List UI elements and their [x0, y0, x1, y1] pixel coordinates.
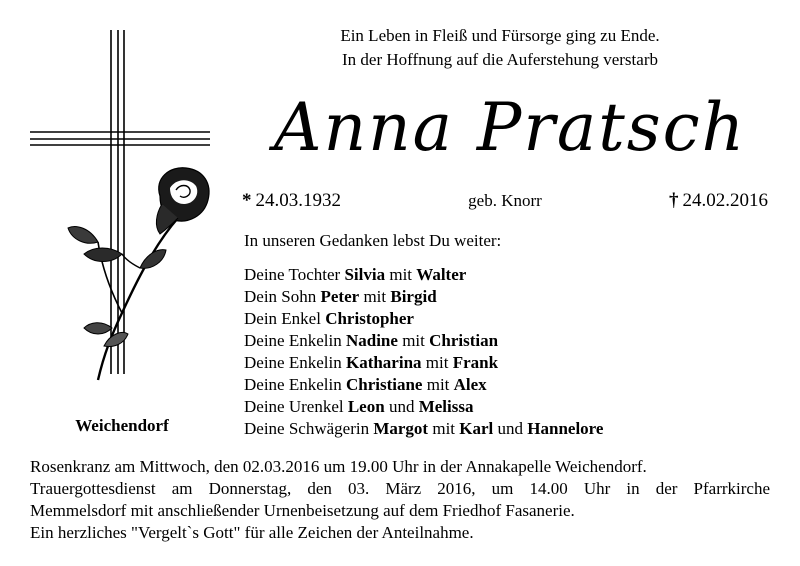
rose-icon: [68, 168, 209, 380]
survivor-row: [244, 330, 603, 352]
intro-line-2: In der Hoffnung auf die Auferstehung verstarb: [342, 50, 658, 69]
survivor-partner-name: Frank: [452, 353, 499, 372]
survivor-row: [244, 286, 603, 308]
cross-with-rose-illustration: [28, 28, 228, 408]
remembrance-line: In unseren Gedanken lebst Du weiter:: [244, 231, 502, 250]
survivor-conjunction: mit: [426, 375, 450, 394]
death-cross-icon: †: [669, 190, 679, 211]
birth-name: geb. Knorr: [468, 191, 542, 210]
survivor-conjunction-2: und: [497, 419, 524, 438]
survivor-partner-name: Karl: [459, 419, 494, 438]
death-date: 24.02.2016: [682, 190, 768, 211]
survivor-name: Silvia: [344, 265, 386, 284]
survivor-relation: Deine Schwägerin: [244, 419, 370, 438]
survivor-row: [244, 396, 603, 418]
survivor-relation: Deine Tochter: [244, 265, 341, 284]
survivor-name: Katharina: [345, 353, 422, 372]
thanks-line: Ein herzliches "Vergelt`s Gott" für alle Zeichen der Anteilnahme.: [30, 523, 474, 542]
survivor-conjunction: mit: [425, 353, 449, 372]
survivor-conjunction: mit: [402, 331, 425, 350]
survivor-partner-name: Christian: [429, 331, 499, 350]
survivor-conjunction: mit: [432, 419, 456, 438]
survivor-relation: Dein Sohn: [244, 287, 317, 306]
service-details: [30, 456, 770, 544]
survivor-row: [244, 308, 603, 330]
survivor-row: [244, 374, 603, 396]
survivor-partner-name: Birgid: [390, 287, 437, 306]
survivor-row: [244, 418, 603, 440]
survivor-relation: Deine Enkelin: [244, 331, 342, 350]
survivor-row: [244, 352, 603, 374]
survivor-name: Christopher: [325, 309, 414, 328]
dates-row: [242, 190, 768, 212]
birth-date: 24.03.1932: [255, 190, 341, 211]
burial-info: Memmelsdorf mit anschließender Urnenbeisetzung auf dem Friedhof Fasanerie.: [30, 501, 575, 520]
deceased-name: Anna Pratsch: [273, 89, 747, 166]
survivor-name: Christiane: [345, 375, 423, 394]
birth-star-icon: *: [242, 190, 252, 211]
survivor-partner-name: Walter: [416, 265, 467, 284]
survivor-partner-name: Alex: [453, 375, 487, 394]
survivor-name: Peter: [320, 287, 360, 306]
birth-date-group: [242, 190, 341, 212]
rosary-info: Rosenkranz am Mittwoch, den 02.03.2016 um 19.00 Uhr in der Annakapelle Weichendorf.: [30, 457, 647, 476]
survivor-conjunction: mit: [363, 287, 387, 306]
survivor-relation: Deine Urenkel: [244, 397, 344, 416]
survivor-name: Leon: [347, 397, 385, 416]
survivor-third-name: Hannelore: [527, 419, 604, 438]
survivor-partner-name: Melissa: [418, 397, 474, 416]
survivor-relation: Deine Enkelin: [244, 375, 342, 394]
place-name: Weichendorf: [75, 416, 169, 435]
survivor-conjunction: und: [388, 397, 415, 416]
funeral-service-info: Trauergottesdienst am Donnerstag, den 03. März 2016, um 14.00 Uhr in der Pfarrkirche: [30, 479, 770, 498]
survivor-relation: Dein Enkel: [244, 309, 321, 328]
intro-text: [290, 24, 710, 72]
survivor-conjunction: mit: [389, 265, 413, 284]
death-date-group: [669, 190, 768, 212]
survivor-name: Margot: [373, 419, 429, 438]
survivors-list: [244, 264, 603, 440]
survivor-name: Nadine: [345, 331, 398, 350]
intro-line-1: Ein Leben in Fleiß und Fürsorge ging zu Ende.: [340, 26, 660, 45]
survivor-row: [244, 264, 603, 286]
survivor-relation: Deine Enkelin: [244, 353, 342, 372]
